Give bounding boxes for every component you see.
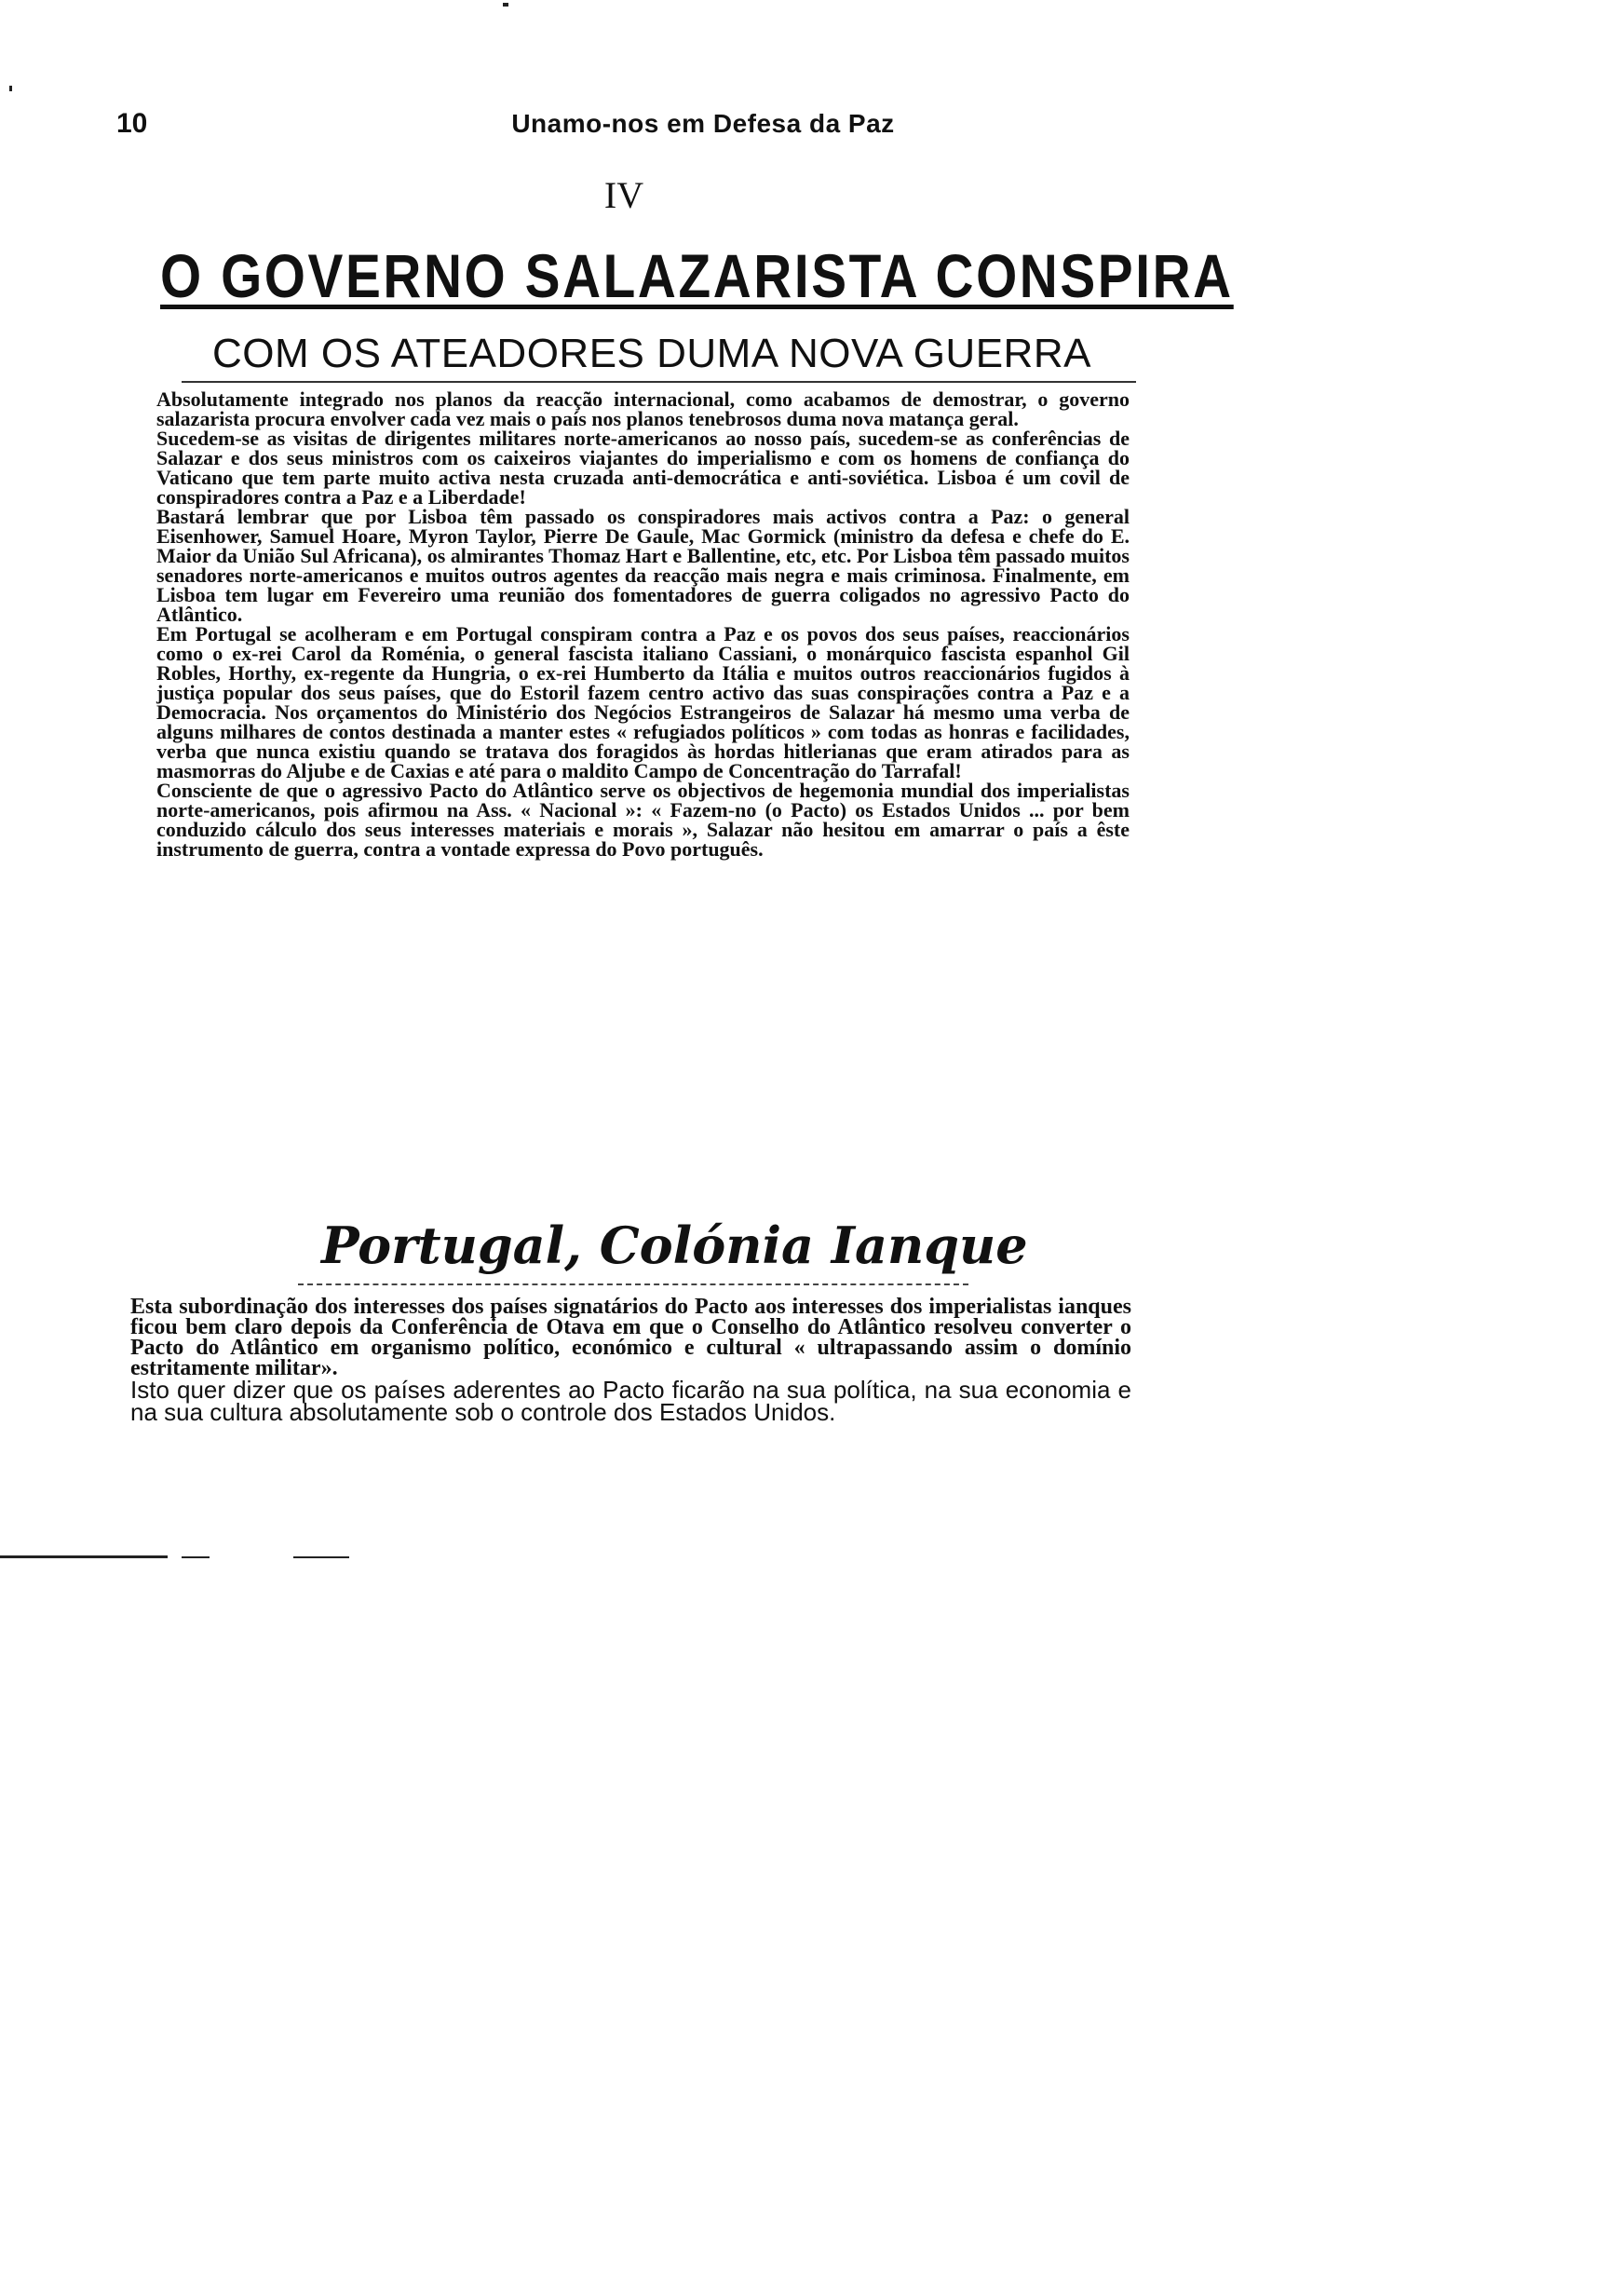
section-subtitle: Portugal, Colónia Ianque — [321, 1215, 1028, 1275]
paragraph: Sucedem-se as visitas de dirigentes militares norte-americanos ao nosso país, sucedem-se as conferências de Salazar e dos seus ministros com os caixeiros viajantes do imperialismo e com os homens de confiança do Vaticano que tem parte muito activa nesta cruzada anti-democrática e anti-soviética. Lisboa é um covil de conspiradores contra a Paz e a Liberdade! — [156, 427, 1130, 509]
running-title: Unamo-nos em Defesa da Paz — [511, 109, 895, 138]
page-number: 10 — [116, 108, 148, 139]
scan-artifact — [293, 1556, 349, 1558]
scan-artifact — [9, 86, 12, 91]
subheadline-rule — [182, 381, 1136, 383]
page-header — [116, 105, 1159, 143]
section-1-body — [156, 389, 1130, 859]
paragraph: Em Portugal se acolheram e em Portugal conspiram contra a Paz e os povos dos seus países, reaccionários como o ex-rei Carol da Roménia, o general fascista italiano Cassiani, o monárquico fascista espanhol Gil Robles, Horthy, ex-regente da Hungria, o ex-rei Humberto da Itália e muitos outros reaccionários fugidos à justiça popular dos seus países, que do Estoril fazem centro activo das suas conspirações contra a Paz e a Democracia. Nos orçamentos do Ministério dos Negócios Estrangeiros de Salazar há mesmo uma verba de alguns milhares de contos destinada a manter estes « refugiados políticos » com todas as honras e facilidades, verba que nunca existiu quando se tratava dos foragidos às hordas hitlerianas que eram atirados para as masmorras do Aljube e de Caxias e até para o maldito Campo de Concentração do Tarrafal! — [156, 622, 1130, 782]
subtitle-rule — [298, 1283, 968, 1285]
scan-artifact — [0, 1555, 168, 1558]
section-2-body — [130, 1295, 1131, 1426]
chapter-subheadline: COM OS ATEADORES DUMA NOVA GUERRA — [212, 331, 1091, 376]
paragraph: Absolutamente integrado nos planos da reacção internacional, como acabamos de demostrar, o governo salazarista procura envolver cada vez mais o país nos planos tenebrosos duma nova matança geral. — [156, 387, 1130, 430]
paragraph: Esta subordinação dos interesses dos países signatários do Pacto aos interesses dos imperialistas ianques ficou bem claro depois da Conferência de Otava em que o Conselho do Atlântico resolveu converter o Pacto do Atlântico em organismo político, económico e cultural « ultrapassando assim o domínio estritamente militar». — [130, 1295, 1131, 1380]
chapter-headline: O GOVERNO SALAZARISTA CONSPIRA — [160, 241, 1234, 310]
chapter-numeral: IV — [603, 174, 644, 216]
scan-artifact — [182, 1556, 210, 1558]
paragraph: Isto quer dizer que os países aderentes ao Pacto ficarão na sua política, na sua economia e na sua cultura absolutamente sob o controle dos Estados Unidos. — [130, 1376, 1131, 1426]
scan-artifact — [503, 3, 508, 7]
paragraph: Bastará lembrar que por Lisboa têm passado os conspiradores mais activos contra a Paz: o general Eisenhower, Samuel Hoare, Myron Taylor, Pierre De Gaule, Mac Gormick (ministro da defesa e chefe do E. Maior da União Sul Africana), os almirantes Thomaz Hart e Ballentine, etc, etc. Por Lisboa têm passado muitos senadores norte-americanos e muitos outros agentes da reacção mais negra e mais criminosa. Finalmente, em Lisboa tem lugar em Fevereiro uma reunião dos fomentadores de guerra coligados no agressivo Pacto do Atlântico. — [156, 505, 1130, 626]
paragraph: Consciente de que o agressivo Pacto do Atlântico serve os objectivos de hegemonia mundial dos imperialistas norte-americanos, pois afirmou na Ass. « Nacional »: « Fazem-no (o Pacto) os Estados Unidos ... por bem conduzido cálculo dos seus interesses materiais e morais », Salazar não hesitou em amarrar o país a êste instrumento de guerra, contra a vontade expressa do Povo português. — [156, 779, 1130, 861]
